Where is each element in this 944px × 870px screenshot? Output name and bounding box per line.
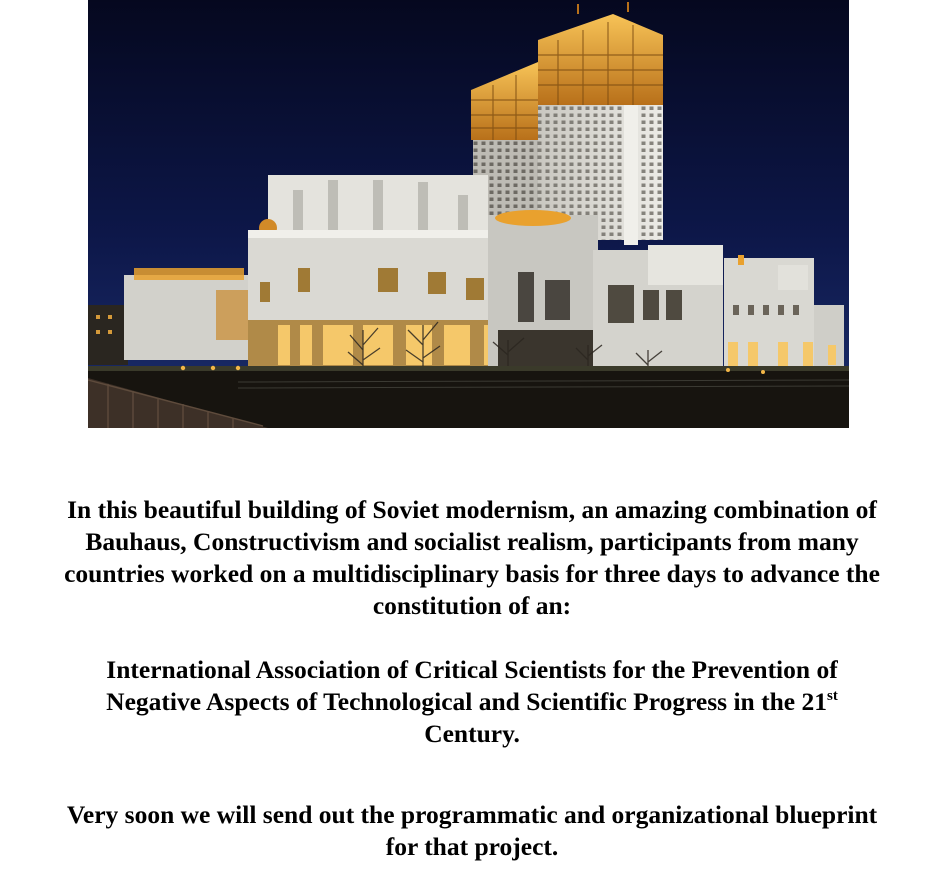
center-block	[488, 210, 598, 375]
association-name-paragraph	[60, 654, 884, 750]
intro-paragraph: In this beautiful building of Soviet modernism, an amazing combination of Bauhaus, Constructivism and socialist realism, participants from many countries worked on a multidisciplinary basis for three days to advance the constitution of an:	[64, 495, 880, 620]
distant-building	[88, 305, 128, 365]
closing-paragraph: Very soon we will send out the programmatic and organizational blueprint for that project.	[66, 800, 878, 861]
right-wing	[593, 245, 844, 370]
building-photo	[88, 0, 849, 428]
main-facade	[248, 230, 518, 370]
association-name-text: International Association of Critical Scientists for the Prevention of Negative Aspects of Technological and Scientific Progress in the 21	[106, 655, 838, 716]
association-name-end: Century.	[424, 719, 520, 748]
ordinal-suffix: st	[826, 688, 838, 704]
